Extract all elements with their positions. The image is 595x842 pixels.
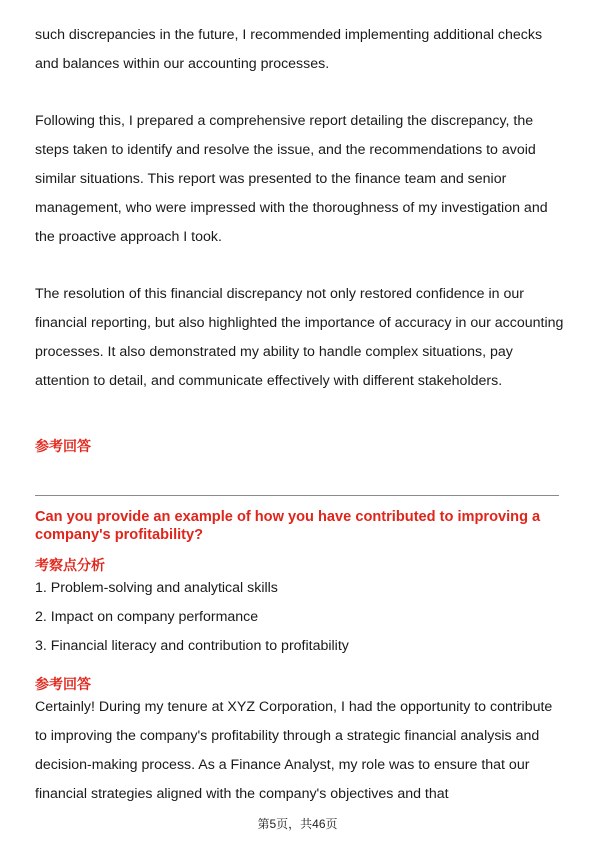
analysis-item: 3. Financial literacy and contribution to profitability <box>35 638 349 654</box>
paragraph-resolution: The resolution of this financial discrepancy not only restored confidence in our financial reporting, but also highlighted the importance of accuracy in our accounting processes. It also demonstrated my ability to handle complex situations, pay attention to detail, and communicate effectively with different stakeholders. <box>35 286 564 389</box>
question-heading: Can you provide an example of how you have contributed to improving a company's profitability? <box>35 509 541 543</box>
reference-answer-label: 参考回答 <box>35 438 91 454</box>
analysis-label: 考察点分析 <box>35 557 105 573</box>
page-footer: 第5页，共46页 <box>257 817 338 831</box>
analysis-item: 2. Impact on company performance <box>35 609 259 625</box>
answer-paragraph: Certainly! During my tenure at XYZ Corporation, I had the opportunity to contribute to improving the company's profitability through a strategic financial analysis and decision-making process. As a Finance Analyst, my role was to ensure that our financial strategies aligned with the company's objectives and that <box>35 699 553 802</box>
reference-answer-label: 参考回答 <box>35 676 91 692</box>
section-divider <box>35 495 559 496</box>
analysis-item: 1. Problem-solving and analytical skills <box>35 580 278 596</box>
paragraph-report: Following this, I prepared a comprehensive report detailing the discrepancy, the steps taken to identify and resolve the issue, and the recommendations to avoid similar situations. This report was presented to the finance team and senior management, who were impressed with the thoroughness of my investigation and the proactive approach I took. <box>35 113 548 245</box>
paragraph-recommendation: such discrepancies in the future, I recommended implementing additional checks and balances within our accounting processes. <box>35 27 543 72</box>
